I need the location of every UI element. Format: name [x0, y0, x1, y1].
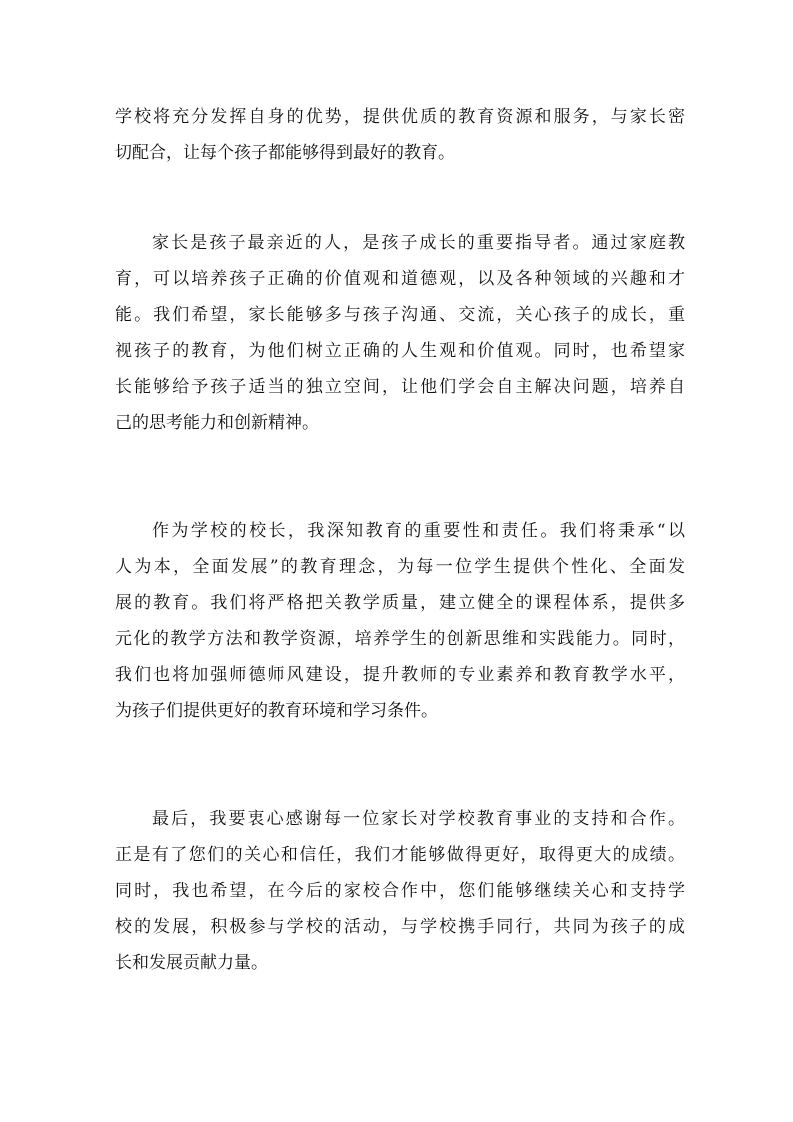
paragraph-line: 切配合，让每个孩子都能够得到最好的教育。	[115, 143, 455, 163]
paragraph-school-commitment	[115, 99, 685, 171]
paragraph-line: 最后，我要衷心感谢每一位家长对学校教育事业的支持和合作。	[152, 809, 685, 829]
paragraph-line: 长能够给予孩子适当的独立空间，让他们学会自主解决问题，培养自	[115, 377, 685, 397]
paragraph-line: 人为本，全面发展”的教育理念，为每一位学生提供个性化、全面发	[115, 557, 685, 577]
paragraph-line: 己的思考能力和创新精神。	[115, 413, 319, 433]
paragraph-line: 育，可以培养孩子正确的价值观和道德观，以及各种领域的兴趣和才	[115, 269, 685, 289]
paragraph-line: 长和发展贡献力量。	[115, 953, 268, 973]
paragraph-line: 作为学校的校长，我深知教育的重要性和责任。我们将秉承“以	[152, 521, 685, 541]
paragraph-line: 能。我们希望，家长能够多与孩子沟通、交流，关心孩子的成长，重	[115, 305, 685, 325]
paragraph-line: 为孩子们提供更好的教育环境和学习条件。	[115, 701, 438, 721]
paragraph-line: 我们也将加强师德师风建设，提升教师的专业素养和教育教学水平，	[115, 665, 685, 685]
paragraph-line: 正是有了您们的关心和信任，我们才能够做得更好，取得更大的成绩。	[115, 845, 685, 865]
paragraph-parents-role	[115, 225, 685, 441]
paragraph-line: 家长是孩子最亲近的人，是孩子成长的重要指导者。通过家庭教	[152, 233, 685, 253]
paragraph-line: 学校将充分发挥自身的优势，提供优质的教育资源和服务，与家长密	[115, 107, 685, 127]
paragraph-line: 展的教育。我们将严格把关教学质量，建立健全的课程体系，提供多	[115, 593, 685, 613]
paragraph-principal-statement	[115, 513, 685, 729]
paragraph-line: 同时，我也希望，在今后的家校合作中，您们能够继续关心和支持学	[115, 881, 685, 901]
paragraph-line: 视孩子的教育，为他们树立正确的人生观和价值观。同时，也希望家	[115, 341, 685, 361]
paragraph-thanks	[115, 801, 685, 981]
paragraph-line: 元化的教学方法和教学资源，培养学生的创新思维和实践能力。同时，	[115, 629, 685, 649]
paragraph-line: 校的发展，积极参与学校的活动，与学校携手同行，共同为孩子的成	[115, 917, 685, 937]
